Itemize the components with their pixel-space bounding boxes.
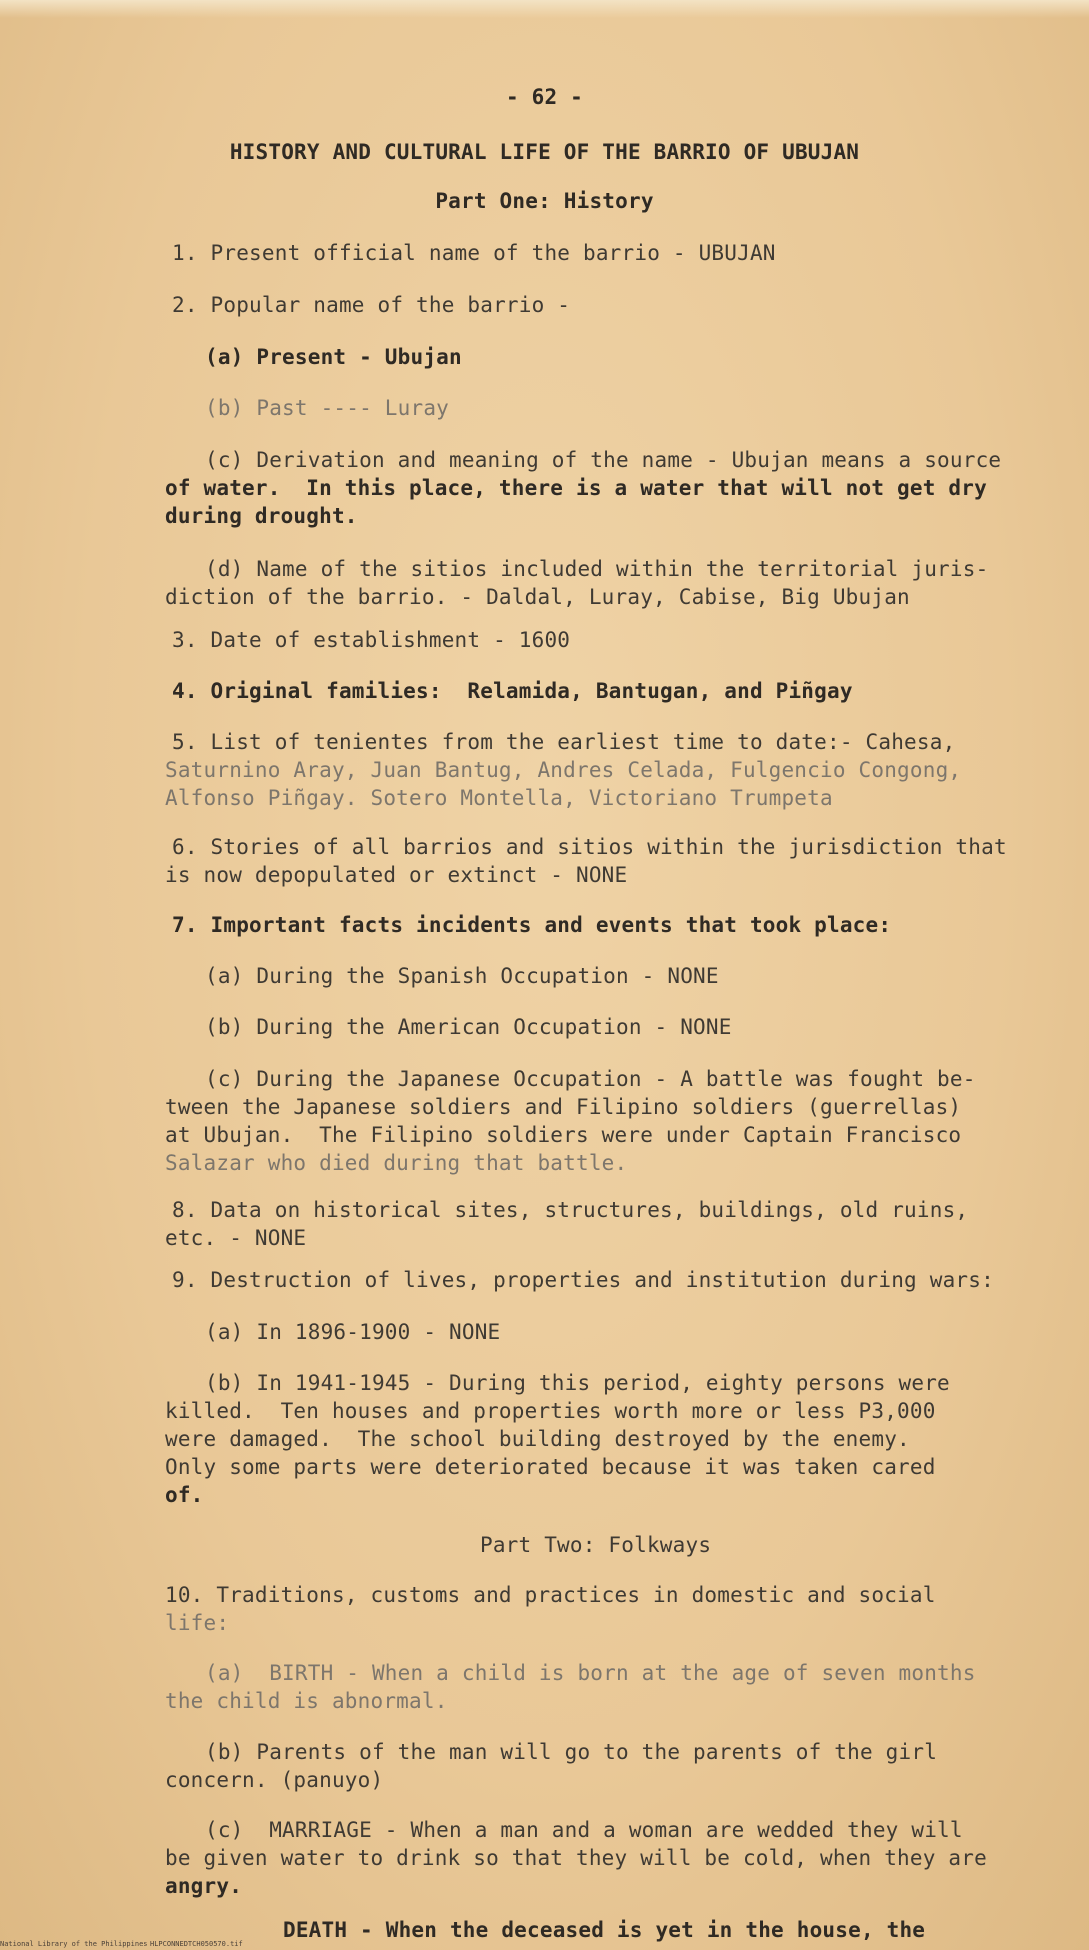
courtship-line-1: (b) Parents of the man will go to the parents of the girl: [205, 1740, 938, 1764]
document-title: HISTORY AND CULTURAL LIFE OF THE BARRIO OF UBUJAN: [229, 140, 860, 164]
item-8-line-1: 8. Data on historical sites, structures, buildings, old ruins,: [172, 1198, 969, 1222]
page-number: - 62 -: [505, 85, 584, 109]
item-7c-line-4: Salazar who died during that battle.: [165, 1151, 628, 1175]
item-2c-line-1: (c) Derivation and meaning of the name - Ubujan means a source: [205, 448, 1002, 472]
footer-file-name: HLPCONNEDTCH050570.tif: [150, 1940, 243, 1948]
courtship-line-2: concern. (panuyo): [165, 1768, 384, 1792]
death-line-1: DEATH - When the deceased is yet in the house, the: [283, 1918, 926, 1942]
item-4-original-families: 4. Original families: Relamida, Bantugan, and Piñgay: [172, 679, 853, 703]
item-6-line-1: 6. Stories of all barrios and sitios within the jurisdiction that: [172, 835, 1007, 859]
item-1-official-name: 1. Present official name of the barrio - UBUJAN: [172, 241, 776, 265]
footer-library-credit: National Library of the Philippines: [0, 1940, 148, 1948]
item-9b-line-4: Only some parts were deteriorated because it was taken cared: [165, 1455, 936, 1479]
section-heading-history: Part One: History: [435, 189, 654, 213]
item-10-line-2: life:: [165, 1611, 230, 1635]
item-2-popular-name: 2. Popular name of the barrio -: [172, 293, 571, 317]
item-5-line-1: 5. List of tenientes from the earliest time to date:- Cahesa,: [172, 730, 956, 754]
item-9b-line-1: (b) In 1941-1945 - During this period, eighty persons were: [205, 1371, 950, 1395]
item-2d-line-1: (d) Name of the sitios included within the territorial juris-: [205, 557, 989, 581]
item-7-events: 7. Important facts incidents and events that took place:: [172, 913, 892, 937]
item-5-line-3: Alfonso Piñgay. Sotero Montella, Victoriano Trumpeta: [165, 786, 833, 810]
item-7b-american: (b) During the American Occupation - NONE: [205, 1015, 732, 1039]
item-7c-line-3: at Ubujan. The Filipino soldiers were under Captain Francisco: [165, 1123, 962, 1147]
item-2c-line-3: during drought.: [165, 504, 358, 528]
item-2a-present: (a) Present - Ubujan: [205, 345, 462, 369]
marriage-line-3: angry.: [165, 1874, 243, 1898]
item-10-line-1: 10. Traditions, customs and practices in domestic and social: [165, 1583, 936, 1607]
item-8-line-2: etc. - NONE: [165, 1226, 307, 1250]
item-9b-line-2: killed. Ten houses and properties worth more or less P3,000: [165, 1399, 936, 1423]
item-2d-line-2: diction of the barrio. - Daldal, Luray, Cabise, Big Ubujan: [165, 585, 910, 609]
item-9-destruction: 9. Destruction of lives, properties and institution during wars:: [172, 1268, 994, 1292]
item-7a-spanish: (a) During the Spanish Occupation - NONE: [205, 964, 719, 988]
page-edge: [0, 0, 1089, 18]
item-2c-line-2: of water. In this place, there is a water that will not get dry: [165, 476, 987, 500]
item-2b-past: (b) Past ---- Luray: [205, 396, 450, 420]
section-heading-folkways: Part Two: Folkways: [480, 1533, 712, 1557]
item-7c-line-1: (c) During the Japanese Occupation - A battle was fought be-: [205, 1067, 976, 1091]
item-9b-line-3: were damaged. The school building destroyed by the enemy.: [165, 1427, 910, 1451]
item-6-line-2: is now depopulated or extinct - NONE: [165, 863, 628, 887]
birth-line-1: (a) BIRTH - When a child is born at the age of seven months: [205, 1661, 976, 1685]
item-9b-line-5: of.: [165, 1483, 204, 1507]
item-9a-1896: (a) In 1896-1900 - NONE: [205, 1320, 501, 1344]
item-3-date-established: 3. Date of establishment - 1600: [172, 628, 571, 652]
marriage-line-2: be given water to drink so that they will be cold, when they are: [165, 1846, 987, 1870]
birth-line-2: the child is abnormal.: [165, 1689, 448, 1713]
marriage-line-1: (c) MARRIAGE - When a man and a woman are wedded they will: [205, 1818, 963, 1842]
item-5-line-2: Saturnino Aray, Juan Bantug, Andres Celada, Fulgencio Congong,: [165, 758, 962, 782]
item-7c-line-2: tween the Japanese soldiers and Filipino soldiers (guerrellas): [165, 1095, 962, 1119]
